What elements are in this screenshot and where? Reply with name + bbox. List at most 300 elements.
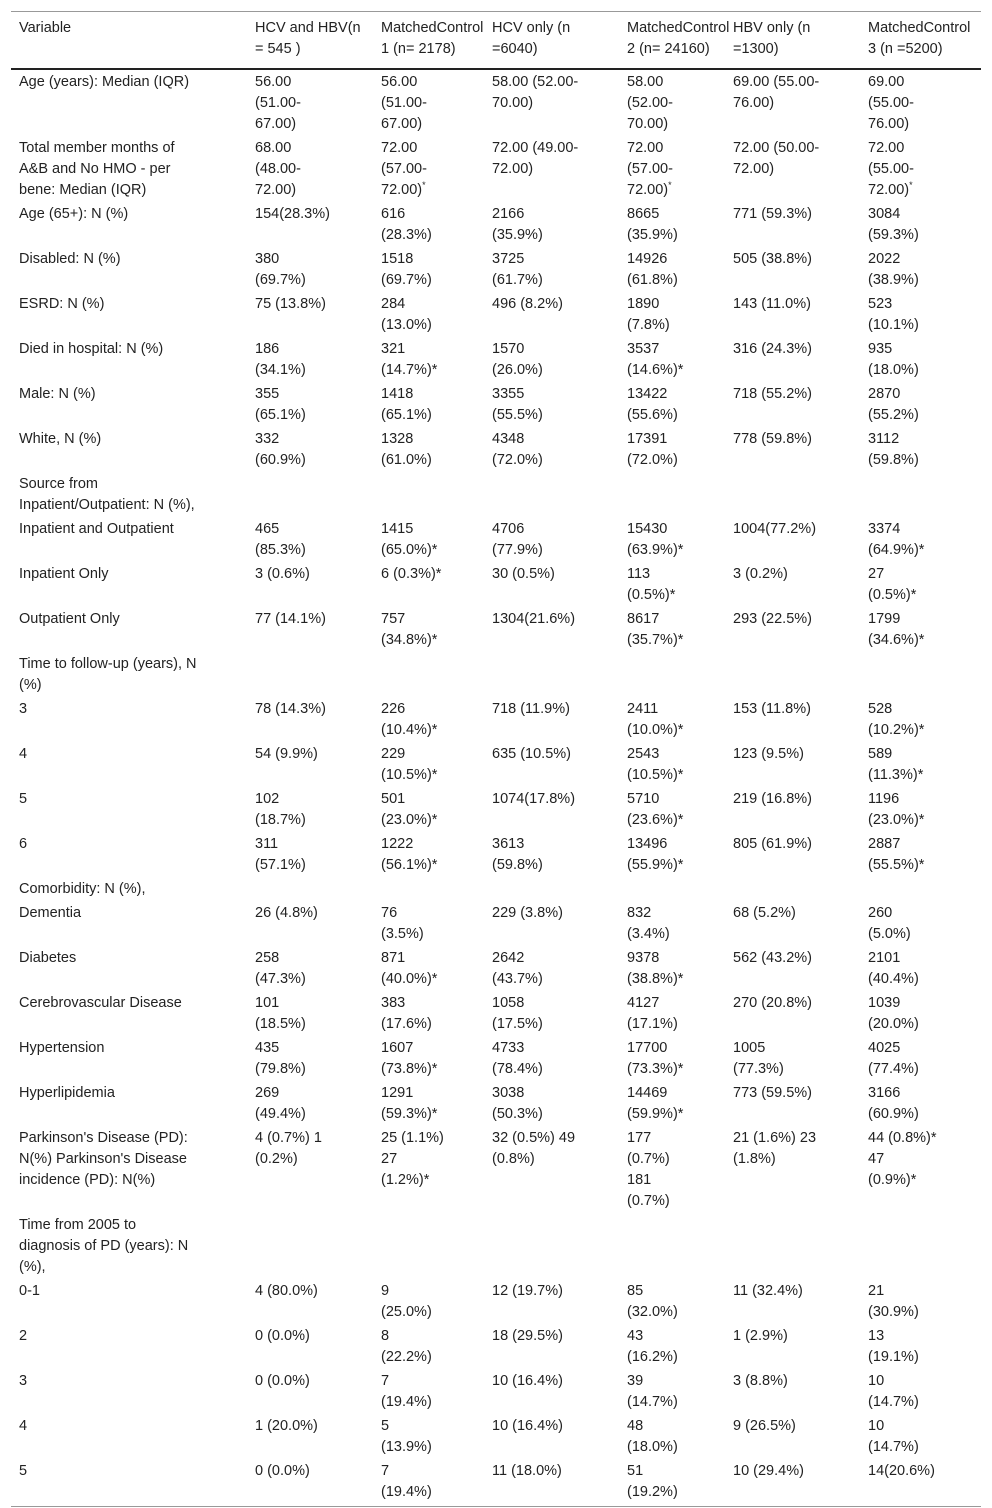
cell-line: [381, 180, 476, 201]
cell-line: (26.0%): [492, 362, 543, 378]
cell-line: 4348: [492, 431, 525, 447]
cell-line: 4733: [492, 1040, 525, 1056]
table-row: [11, 1415, 981, 1460]
cell-line: (%): [19, 677, 42, 693]
cell-line: Outpatient Only: [19, 611, 120, 627]
cell-line: 76: [381, 905, 398, 921]
table-cell: [860, 992, 981, 1037]
cell-line: 10: [868, 1418, 885, 1434]
table-row: [11, 947, 981, 992]
table-row: [11, 653, 981, 698]
cell-line: 258: [255, 950, 280, 966]
cell-line: (18.5%): [255, 1016, 306, 1032]
cell-line: 311: [255, 836, 279, 852]
table-cell: [725, 1415, 860, 1460]
table-cell: [247, 992, 373, 1037]
table-cell: [725, 698, 860, 743]
data-table: [11, 11, 981, 1507]
table-cell: [619, 137, 725, 203]
table-cell: [860, 69, 981, 137]
table-cell: [373, 947, 484, 992]
table-cell: [619, 608, 725, 653]
cell-line: 21: [868, 1283, 885, 1299]
row-label: [11, 563, 247, 608]
table-cell: [484, 563, 619, 608]
table-cell: [373, 743, 484, 788]
cell-line: 935: [868, 341, 893, 357]
cell-line: (65.1%): [255, 407, 306, 423]
table-cell: [619, 1415, 725, 1460]
row-label: [11, 1325, 247, 1370]
table-cell: [373, 878, 484, 902]
cell-line: 11 (32.4%): [733, 1283, 803, 1299]
cell-line: (35.9%): [492, 227, 543, 243]
cell-line: (25.0%): [381, 1304, 432, 1320]
table-cell: [725, 1082, 860, 1127]
cell-line: (64.9%)*: [868, 542, 925, 558]
table-cell: [484, 1082, 619, 1127]
table-cell: [484, 248, 619, 293]
column-header: [725, 12, 860, 70]
cell-line: 2887: [868, 836, 901, 852]
table-cell: [373, 1127, 484, 1214]
row-label: [11, 788, 247, 833]
table-row: [11, 563, 981, 608]
cell-line: (10.2%)*: [868, 722, 925, 738]
table-row: [11, 1082, 981, 1127]
table-cell: [860, 788, 981, 833]
cell-line: 72.00): [733, 161, 775, 177]
table-cell: [373, 473, 484, 518]
cell-line: 27: [381, 1151, 398, 1167]
cell-line: Variable: [19, 20, 72, 36]
table-cell: [484, 1127, 619, 1214]
table-cell: [373, 518, 484, 563]
cell-line: 72.00 (50.00-: [733, 140, 820, 156]
column-header: [373, 12, 484, 70]
cell-line: (18.0%): [627, 1439, 678, 1455]
table-row: [11, 1214, 981, 1280]
column-header: [619, 12, 730, 70]
cell-line: Total member months of: [19, 140, 175, 156]
table-container: [11, 11, 981, 1507]
cell-line: (48.00-: [255, 161, 301, 177]
cell-line: 68.00: [255, 140, 292, 156]
table-cell: [373, 248, 484, 293]
cell-line: Time from 2005 to: [19, 1217, 137, 1233]
cell-line: (49.4%): [255, 1106, 306, 1122]
cell-line: N(%) Parkinson's Disease: [19, 1151, 187, 1167]
cell-line: (20.0%): [868, 1016, 919, 1032]
cell-line: (22.2%): [381, 1349, 432, 1365]
cell-line: 153 (11.8%): [733, 701, 811, 717]
table-cell: [619, 902, 725, 947]
cell-line: (57.1%): [255, 857, 306, 873]
cell-line: 2642: [492, 950, 525, 966]
row-label: [11, 743, 247, 788]
cell-line: 1058: [492, 995, 525, 1011]
cell-line: 805 (61.9%): [733, 836, 812, 852]
cell-line: (40.4%): [868, 971, 919, 987]
table-cell: [725, 473, 860, 518]
cell-line: 17391: [627, 431, 668, 447]
table-cell: [247, 743, 373, 788]
table-cell: [619, 383, 725, 428]
cell-line: 18 (29.5%): [492, 1328, 563, 1344]
cell-line: 1300): [741, 41, 779, 57]
table-cell: [373, 1370, 484, 1415]
row-label: [11, 902, 247, 947]
cell-line: 1418: [381, 386, 414, 402]
cell-line: [627, 180, 717, 201]
cell-line: = 24160): [652, 41, 710, 57]
cell-line: (55.00-: [868, 95, 914, 111]
table-cell: [484, 473, 619, 518]
cell-line: Matched: [381, 20, 437, 36]
cell-line: (0.7%): [627, 1151, 670, 1167]
cell-line: 269: [255, 1085, 280, 1101]
cell-line: 75 (13.8%): [255, 296, 326, 312]
cell-line: 2022: [868, 251, 901, 267]
cell-line: 13422: [627, 386, 668, 402]
cell-line: (30.9%): [868, 1304, 919, 1320]
cell-line: (7.8%): [627, 317, 670, 333]
cell-line: (55.6%): [627, 407, 678, 423]
cell-line: (3.5%): [381, 926, 424, 942]
table-cell: [725, 1280, 860, 1325]
cell-line: Control 3 (n =: [868, 20, 971, 57]
cell-line: 11 (18.0%): [492, 1463, 562, 1479]
table-cell: [373, 653, 484, 698]
table-cell: [247, 69, 373, 137]
cell-line: Male: N (%): [19, 386, 96, 402]
cell-line: HCV and HBV: [255, 20, 348, 36]
cell-line: (14.7%): [868, 1394, 919, 1410]
table-cell: [247, 1415, 373, 1460]
cell-line: Parkinson's Disease (PD):: [19, 1130, 188, 1146]
table-row: [11, 473, 981, 518]
cell-line: (55.9%)*: [627, 857, 684, 873]
cell-line: 78 (14.3%): [255, 701, 326, 717]
table-cell: [247, 1280, 373, 1325]
table-cell: [725, 1370, 860, 1415]
cell-line: 5200): [905, 41, 943, 57]
cell-line: 44 (0.8%)*: [868, 1130, 937, 1146]
cell-line: 1304(21.6%): [492, 611, 576, 627]
row-label: [11, 653, 247, 698]
cell-line: 523: [868, 296, 893, 312]
cell-line: 1074(17.8%): [492, 791, 576, 807]
table-row: [11, 69, 981, 137]
cell-line: 102: [255, 791, 280, 807]
cell-line: 1 (20.0%): [255, 1418, 318, 1434]
table-cell: [247, 203, 373, 248]
cell-line: 67.00): [381, 116, 423, 132]
cell-line: (10.1%): [868, 317, 919, 333]
table-cell: [484, 137, 619, 203]
cell-line: 718 (11.9%): [492, 701, 570, 717]
table-cell: [860, 1280, 981, 1325]
cell-line: (19.4%): [381, 1484, 432, 1500]
cell-line: 27: [868, 566, 885, 582]
cell-line: (14.7%): [868, 1439, 919, 1455]
row-label: [11, 518, 247, 563]
cell-line: (55.2%): [868, 407, 919, 423]
cell-line: bene: Median (IQR): [19, 182, 147, 198]
table-cell: [860, 137, 981, 203]
cell-line: (57.00-: [381, 161, 427, 177]
table-cell: [373, 1082, 484, 1127]
cell-line: (13.9%): [381, 1439, 432, 1455]
cell-line: 501: [381, 791, 406, 807]
cell-line: (35.7%)*: [627, 632, 684, 648]
table-cell: [484, 788, 619, 833]
row-label: [11, 833, 247, 878]
cell-line: [868, 180, 973, 201]
table-cell: [619, 69, 725, 137]
cell-line: 589: [868, 746, 893, 762]
cell-line: (38.8%)*: [627, 971, 684, 987]
cell-line: (85.3%): [255, 542, 306, 558]
table-cell: [860, 833, 981, 878]
cell-line: (77.3%): [733, 1061, 784, 1077]
row-label: [11, 1082, 247, 1127]
cell-line: Inpatient/Outpatient: N (%),: [19, 497, 195, 513]
cell-line: 58.00: [627, 74, 664, 90]
table-row: [11, 743, 981, 788]
cell-line: 56.00: [255, 74, 292, 90]
cell-line: 771 (59.3%): [733, 206, 812, 222]
cell-line: (34.1%): [255, 362, 306, 378]
table-cell: [373, 203, 484, 248]
cell-line: 30 (0.5%): [492, 566, 555, 582]
column-header: [11, 12, 247, 70]
cell-line: 757: [381, 611, 406, 627]
table-cell: [725, 992, 860, 1037]
cell-line: Inpatient and Outpatient: [19, 521, 174, 537]
table-row: [11, 293, 981, 338]
table-cell: [860, 608, 981, 653]
column-header: [484, 12, 619, 70]
table-cell: [484, 947, 619, 992]
cell-line: (79.8%): [255, 1061, 306, 1077]
cell-line: (77.9%): [492, 542, 543, 558]
cell-line: 773 (59.5%): [733, 1085, 812, 1101]
table-cell: [860, 1370, 981, 1415]
cell-line: (0.7%): [627, 1193, 670, 1209]
cell-line: 51: [627, 1463, 644, 1479]
table-cell: [484, 1280, 619, 1325]
cell-line: 3112: [868, 431, 900, 447]
table-cell: [247, 518, 373, 563]
cell-line: 69.00 (55.00-: [733, 74, 820, 90]
cell-line: 505 (38.8%): [733, 251, 812, 267]
cell-line: 54 (9.9%): [255, 746, 318, 762]
table-cell: [247, 833, 373, 878]
cell-line: (59.8%): [492, 857, 543, 873]
cell-line: (61.7%): [492, 272, 543, 288]
table-cell: [373, 383, 484, 428]
cell-line: (34.8%)*: [381, 632, 438, 648]
table-cell: [860, 1325, 981, 1370]
table-cell: [725, 788, 860, 833]
cell-line: (28.3%): [381, 227, 432, 243]
cell-line: 321: [381, 341, 406, 357]
cell-line: 435: [255, 1040, 280, 1056]
table-cell: [619, 293, 725, 338]
table-cell: [725, 383, 860, 428]
column-header: [860, 12, 981, 70]
cell-line: (40.0%)*: [381, 971, 438, 987]
cell-line: 47: [868, 1151, 885, 1167]
cell-line: 39: [627, 1373, 644, 1389]
cell-line: (1.2%)*: [381, 1172, 430, 1188]
cell-line: ESRD: N (%): [19, 296, 105, 312]
cell-line: 5: [381, 1418, 390, 1434]
cell-line: 718 (55.2%): [733, 386, 812, 402]
row-label: [11, 878, 247, 902]
table-cell: [373, 69, 484, 137]
cell-line: (35.9%): [627, 227, 678, 243]
cell-line: 219 (16.8%): [733, 791, 812, 807]
cell-line: (10.0%)*: [627, 722, 684, 738]
table-cell: [725, 1127, 860, 1214]
row-label: [11, 338, 247, 383]
table-row: [11, 428, 981, 473]
table-cell: [373, 1037, 484, 1082]
cell-line: 1890: [627, 296, 660, 312]
table-row: [11, 878, 981, 902]
cell-line: (69.7%): [381, 272, 432, 288]
table-cell: [860, 1037, 981, 1082]
column-header: [247, 12, 373, 70]
table-cell: [725, 518, 860, 563]
cell-line: (65.1%): [381, 407, 432, 423]
cell-line: 3374: [868, 521, 901, 537]
cell-line: (%),: [19, 1259, 46, 1275]
table-cell: [484, 1037, 619, 1082]
cell-line: 1799: [868, 611, 901, 627]
table-cell: [373, 902, 484, 947]
cell-line: 293 (22.5%): [733, 611, 812, 627]
table-cell: [619, 248, 725, 293]
table-cell: [484, 428, 619, 473]
row-label: [11, 992, 247, 1037]
cell-line: 1518: [381, 251, 414, 267]
cell-line: 72.00 (49.00-: [492, 140, 579, 156]
cell-line: 3166: [868, 1085, 901, 1101]
cell-line: 1196: [868, 791, 900, 807]
cell-line: (63.9%)*: [627, 542, 684, 558]
cell-line: (47.3%): [255, 971, 306, 987]
table-cell: [725, 248, 860, 293]
table-cell: [484, 1214, 619, 1280]
table-cell: [484, 878, 619, 902]
table-cell: [373, 563, 484, 608]
table-cell: [619, 518, 725, 563]
cell-line: 13496: [627, 836, 668, 852]
cell-line: 113: [627, 566, 651, 582]
cell-line: (52.00-: [627, 95, 673, 111]
table-cell: [247, 563, 373, 608]
cell-line: (3.4%): [627, 926, 670, 942]
row-label: [11, 608, 247, 653]
table-cell: [373, 137, 484, 203]
cell-line: 7: [381, 1373, 390, 1389]
cell-text: 72.00): [868, 182, 910, 198]
table-cell: [247, 878, 373, 902]
cell-line: 77 (14.1%): [255, 611, 326, 627]
cell-line: 2166: [492, 206, 525, 222]
table-row: [11, 137, 981, 203]
cell-line: (10.4%)*: [381, 722, 438, 738]
table-cell: [725, 203, 860, 248]
cell-line: 48: [627, 1418, 644, 1434]
row-label: [11, 203, 247, 248]
table-cell: [860, 293, 981, 338]
table-cell: [619, 878, 725, 902]
cell-line: 1607: [381, 1040, 414, 1056]
table-cell: [247, 902, 373, 947]
table-cell: [484, 743, 619, 788]
cell-line: 1039: [868, 995, 901, 1011]
table-cell: [247, 698, 373, 743]
cell-line: (55.5%): [492, 407, 543, 423]
table-cell: [725, 833, 860, 878]
table-cell: [484, 293, 619, 338]
cell-line: (17.5%): [492, 1016, 543, 1032]
cell-line: Cerebrovascular Disease: [19, 995, 182, 1011]
cell-line: (0.2%): [255, 1151, 298, 1167]
table-cell: [373, 992, 484, 1037]
cell-line: White, N (%): [19, 431, 102, 447]
cell-line: 5: [19, 791, 28, 807]
table-cell: [247, 383, 373, 428]
cell-line: 177: [627, 1130, 652, 1146]
cell-line: 8665: [627, 206, 660, 222]
cell-line: 21 (1.6%) 23: [733, 1130, 817, 1146]
table-cell: [247, 473, 373, 518]
table-cell: [373, 1325, 484, 1370]
cell-line: (17.6%): [381, 1016, 432, 1032]
table-cell: [860, 1460, 981, 1507]
cell-line: Died in hospital: N (%): [19, 341, 164, 357]
cell-line: 8: [381, 1328, 390, 1344]
row-label: [11, 293, 247, 338]
cell-line: (19.1%): [868, 1349, 919, 1365]
cell-line: 270 (20.8%): [733, 995, 812, 1011]
cell-line: 4025: [868, 1040, 901, 1056]
cell-line: 14(20.6%): [868, 1463, 935, 1479]
cell-line: (34.6%)*: [868, 632, 925, 648]
cell-line: 2870: [868, 386, 901, 402]
cell-line: Disabled: N (%): [19, 251, 121, 267]
table-cell: [619, 1037, 725, 1082]
cell-line: (59.3%): [868, 227, 919, 243]
table-row: [11, 1127, 981, 1214]
row-label: [11, 1280, 247, 1325]
cell-line: 181: [627, 1172, 652, 1188]
cell-line: 226: [381, 701, 406, 717]
table-cell: [373, 608, 484, 653]
cell-line: 871: [381, 950, 406, 966]
cell-line: (43.7%): [492, 971, 543, 987]
cell-line: 3355: [492, 386, 525, 402]
table-cell: [860, 1415, 981, 1460]
table-cell: [484, 833, 619, 878]
table-cell: [484, 338, 619, 383]
row-label: [11, 69, 247, 137]
